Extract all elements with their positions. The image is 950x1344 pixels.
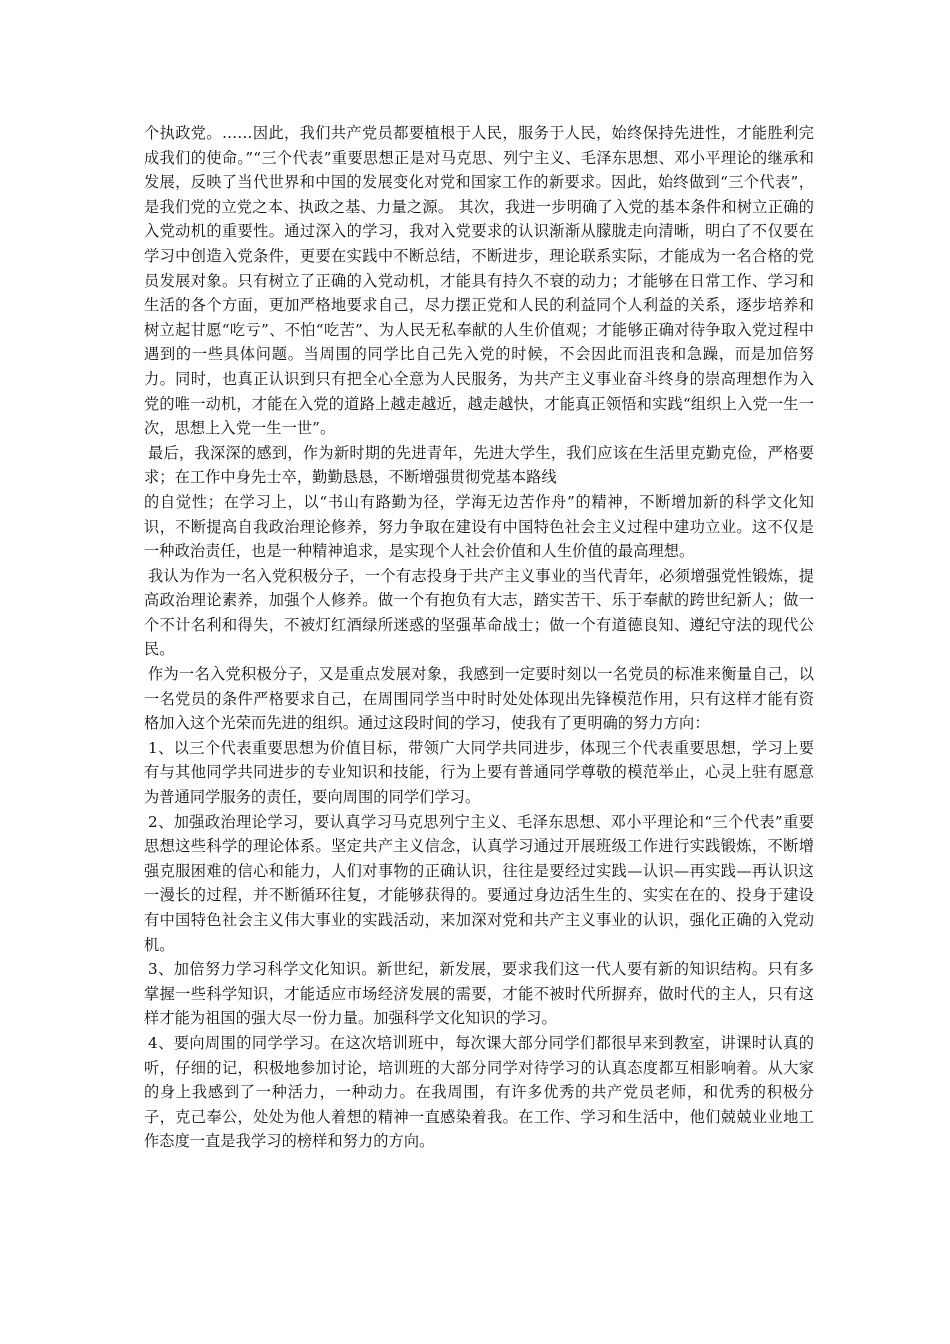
- paragraph-1: 个执政党。……因此，我们共产党员都要植根于人民，服务于人民，始终保持先进性，才能胜利完成我们的使命。”“三个代表”重要思想正是对马克思、列宁主义、毛泽东思想、邓小平理论的继承和发展，反映了当代世界和中国的发展变化对党和国家工作的新要求。因此，始终做到“三个代表”，是我们党的立党之本、执政之基、力量之源。 其次，我进一步明确了入党的基本条件和树立正确的入党动机的重要性。通过深入的学习，我对入党要求的认识渐渐从朦胧走向清晰，明白了不仅要在学习中创造入党条件，更要在实践中不断总结，不断进步，理论联系实际，才能成为一名合格的党员发展对象。只有树立了正确的入党动机，才能具有持久不衰的动力；才能够在日常工作、学习和生活的各个方面，更加严格地要求自己，尽力摆正党和人民的利益同个人利益的关系，逐步培养和树立起甘愿“吃亏”、不怕“吃苦”、为人民无私奉献的人生价值观；才能够正确对待争取入党过程中遇到的一些具体问题。当周围的同学比自己先入党的时候，不会因此而沮丧和急躁，而是加倍努力。同时，也真正认识到只有把全心全意为人民服务，为共产主义事业奋斗终身的崇高理想作为入党的唯一动机，才能在入党的道路上越走越近，越走越快，才能真正领悟和实践“组织上入党一生一次，思想上入党一生一世”。: [144, 124, 814, 438]
- list-item-2: 2、加强政治理论学习，要认真学习马克思列宁主义、毛泽东思想、邓小平理论和“三个代表”重要思想这些科学的理论体系。坚定共产主义信念，认真学习通过开展班级工作进行实践锻炼，不断增强克服困难的信心和能力，人们对事物的正确认识，往往是要经过实践—认识—再实践—再认识这一漫长的过程，并不断循环往复，才能够获得的。要通过身边活生生的、实实在在的、投身于建设有中国特色社会主义伟大事业的实践活动，来加深对党和共产主义事业的认识，强化正确的入党动机。: [144, 812, 814, 954]
- list-item-1: 1、以三个代表重要思想为价值目标，带领广大同学共同进步，体现三个代表重要思想，学习上要有与其他同学共同进步的专业知识和技能，行为上要有普通同学尊敬的模范举止，心灵上驻有愿意为普通同学服务的责任，要向周围的同学们学习。: [144, 738, 814, 807]
- paragraph-3: 的自觉性；在学习上，以“书山有路勤为径，学海无边苦作舟”的精神，不断增加新的科学文化知识，不断提高自我政治理论修养，努力争取在建设有中国特色社会主义过程中建功立业。这不仅是一种政治责任，也是一种精神追求，是实现个人社会价值和人生价值的最高理想。: [144, 492, 814, 561]
- paragraph-5: 作为一名入党积极分子，又是重点发展对象，我感到一定要时刻以一名党员的标准来衡量自己，以一名党员的条件严格要求自己，在周围同学当中时时处处体现出先锋模范作用，只有这样才能有资格加入这个光荣而先进的组织。通过这段时间的学习，使我有了更明确的努力方向：: [144, 665, 814, 733]
- list-item-3: 3、加倍努力学习科学文化知识。新世纪，新发展，要求我们这一代人要有新的知识结构。只有多掌握一些科学知识，才能适应市场经济发展的需要，才能不被时代所摒弃，做时代的主人，只有这样才能为祖国的强大尽一份力量。加强科学文化知识的学习。: [144, 960, 814, 1028]
- list-item-4: 4、要向周围的同学学习。在这次培训班中，每次课大部分同学们都很早来到教室，讲课时认真的听，仔细的记，积极地参加讨论，培训班的大部分同学对待学习的认真态度都互相影响着。从大家的身上我感到了一种活力，一种动力。在我周围，有许多优秀的共产党员老师，和优秀的积极分子，克己奉公，处处为他人着想的精神一直感染着我。在工作、学习和生活中，他们兢兢业业地工作态度一直是我学习的榜样和努力的方向。: [144, 1033, 814, 1151]
- paragraph-4: 我认为作为一名入党积极分子，一个有志投身于共产主义事业的当代青年，必须增强党性锻炼，提高政治理论素养，加强个人修养。做一个有抱负有大志，踏实苦干、乐于奉献的跨世纪新人；做一个不计名利和得失，不被灯红酒绿所迷惑的坚强革命战士；做一个有道德良知、遵纪守法的现代公民。: [144, 566, 814, 659]
- paragraph-2: 最后，我深深的感到，作为新时期的先进青年，先进大学生，我们应该在生活里克勤克俭，严格要求；在工作中身先士卒，勤勤恳恳，不断增强贯彻党基本路线: [144, 443, 814, 487]
- document-body: [144, 121, 814, 1154]
